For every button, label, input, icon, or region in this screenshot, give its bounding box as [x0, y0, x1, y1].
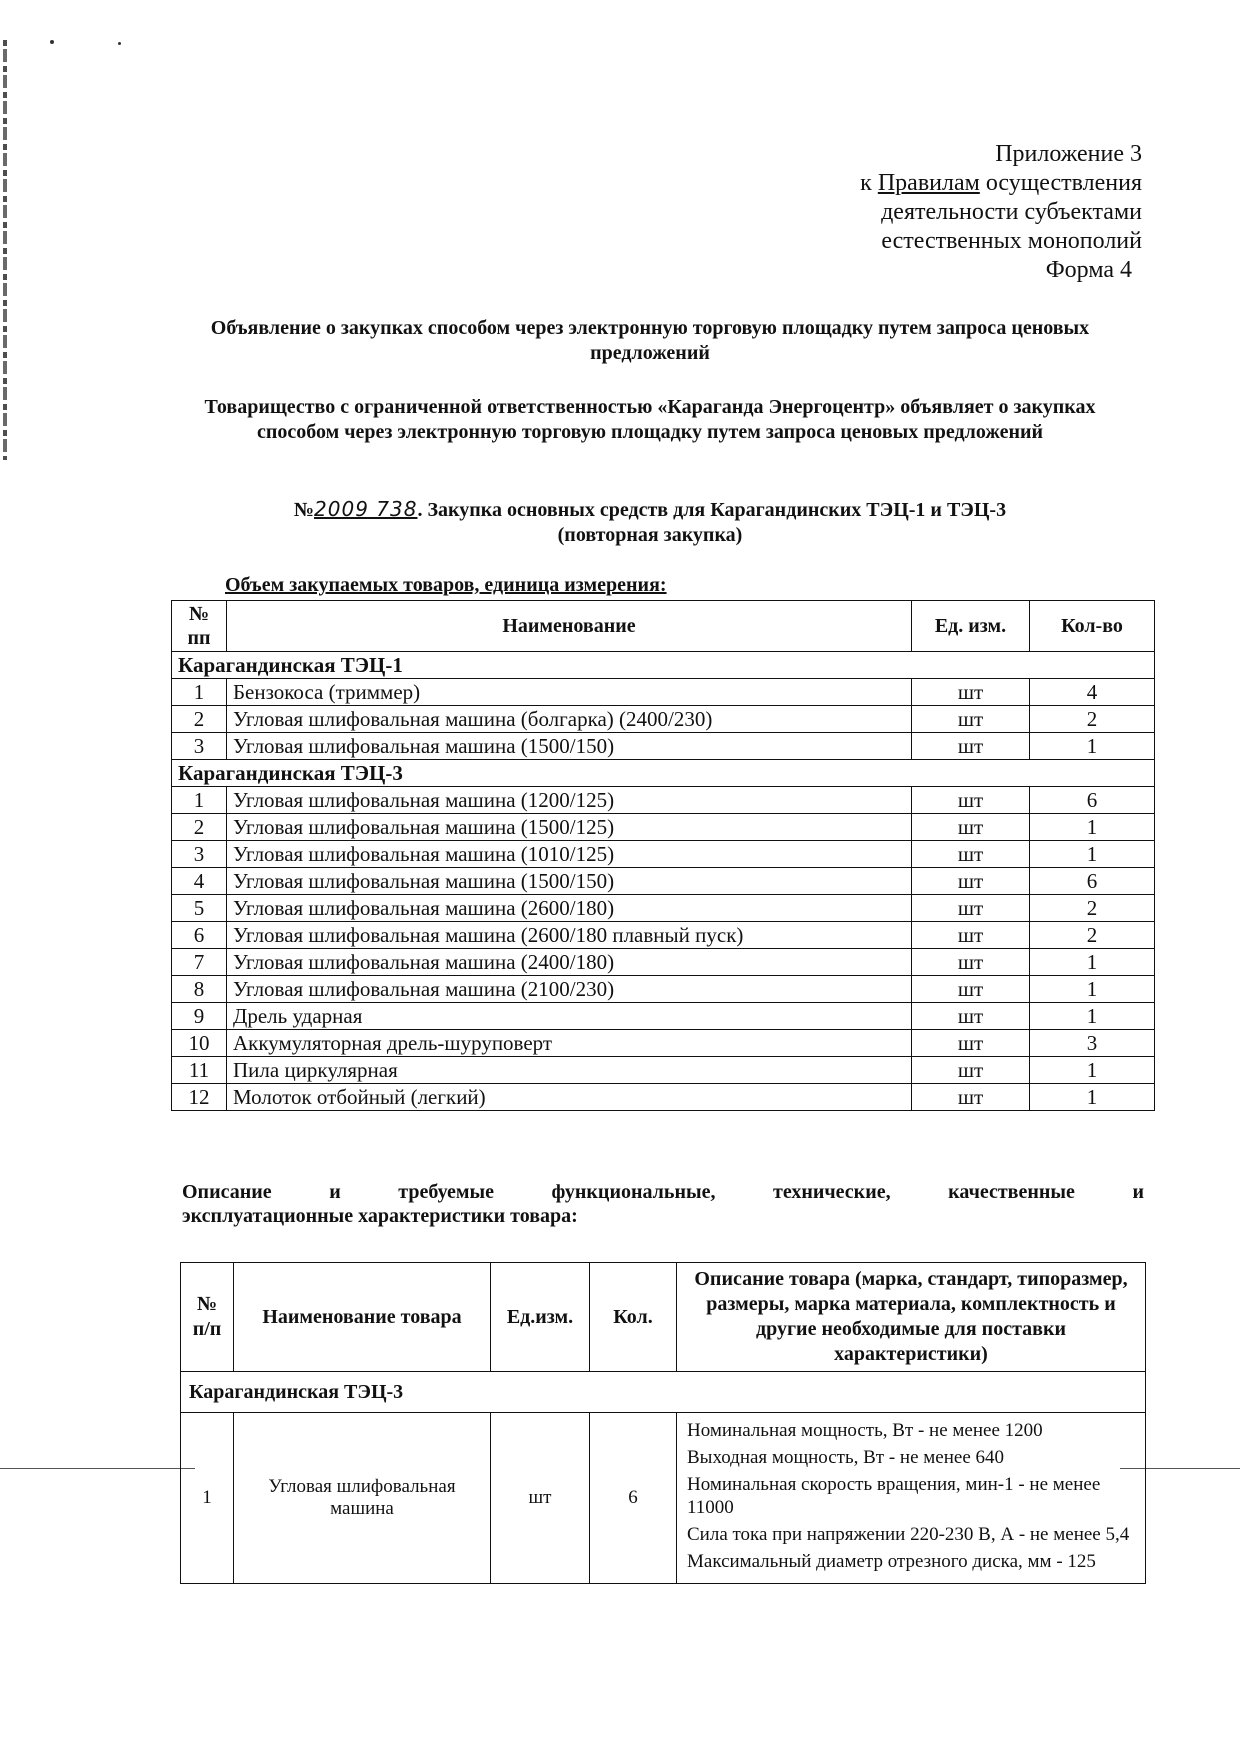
- spec-line: Максимальный диаметр отрезного диска, мм - 125: [687, 1551, 1096, 1572]
- header-num: № пп: [172, 601, 227, 652]
- items-table-header: [172, 601, 1155, 652]
- row-unit: шт: [912, 814, 1030, 841]
- table-row: [172, 1057, 1155, 1084]
- description-caption: Описание и требуемые функциональные, технические, качественные и: [182, 1181, 1144, 1203]
- row-num: 10: [172, 1030, 227, 1057]
- row-num: 5: [172, 895, 227, 922]
- row-unit: шт: [912, 787, 1030, 814]
- row-unit: шт: [912, 1057, 1030, 1084]
- row-qty: 2: [1030, 922, 1155, 949]
- group-name: Карагандинская ТЭЦ-3: [172, 760, 1155, 787]
- table-row: [172, 1003, 1155, 1030]
- row-num: 4: [172, 868, 227, 895]
- table-row: [172, 949, 1155, 976]
- desc-table-row: [181, 1413, 1146, 1584]
- desc-header-unit: Ед.изм.: [491, 1263, 590, 1372]
- row-num: 3: [172, 841, 227, 868]
- spec-line: Сила тока при напряжении 220-230 В, А - не менее 5,4: [687, 1524, 1130, 1545]
- desc-row-name: Угловая шлифовальная машина: [234, 1413, 491, 1584]
- spec-line: Номинальная мощность, Вт - не менее 1200: [687, 1420, 1043, 1441]
- scan-speck: [50, 40, 54, 44]
- table-row: [172, 841, 1155, 868]
- row-qty: 1: [1030, 949, 1155, 976]
- row-qty: 4: [1030, 679, 1155, 706]
- appendix-suffix: осуществления: [979, 170, 1142, 196]
- row-unit: шт: [912, 1030, 1030, 1057]
- row-unit: шт: [912, 1084, 1030, 1111]
- row-qty: 1: [1030, 841, 1155, 868]
- desc-row-unit: шт: [491, 1413, 590, 1584]
- document-heading: Объявление о закупках способом через электронную торговую площадку путем запроса ценовых предложений: [210, 317, 1090, 364]
- table-row: [172, 922, 1155, 949]
- scan-speck: [118, 42, 121, 45]
- table-row: [172, 868, 1155, 895]
- row-unit: шт: [912, 922, 1030, 949]
- appendix-line: естественных монополий: [881, 228, 1142, 254]
- row-qty: 2: [1030, 706, 1155, 733]
- items-table: [171, 600, 1155, 1111]
- row-name: Угловая шлифовальная машина (2600/180 плавный пуск): [227, 922, 912, 949]
- table-row: [172, 706, 1155, 733]
- description-table: [180, 1262, 1146, 1584]
- spec-line: Номинальная скорость вращения, мин-1 - не менее 11000: [687, 1474, 1101, 1518]
- row-num: 12: [172, 1084, 227, 1111]
- row-unit: шт: [912, 895, 1030, 922]
- desc-header-num: № п/п: [181, 1263, 234, 1372]
- row-num: 2: [172, 706, 227, 733]
- scan-line-artifact: [0, 1468, 195, 1469]
- desc-header-name: Наименование товара: [234, 1263, 491, 1372]
- row-qty: 6: [1030, 787, 1155, 814]
- row-qty: 1: [1030, 1057, 1155, 1084]
- description-table-header: [181, 1263, 1146, 1372]
- desc-row-num: 1: [181, 1413, 234, 1584]
- appendix-line: [860, 169, 1142, 198]
- row-name: Угловая шлифовальная машина (1500/150): [227, 733, 912, 760]
- spec-line: Выходная мощность, Вт - не менее 640: [687, 1447, 1005, 1468]
- row-unit: шт: [912, 733, 1030, 760]
- table-row: [172, 895, 1155, 922]
- table-row: [172, 1084, 1155, 1111]
- row-num: 3: [172, 733, 227, 760]
- volume-caption: Объем закупаемых товаров, единица измерения:: [225, 574, 667, 596]
- row-name: Пила циркулярная: [227, 1057, 912, 1084]
- row-name: Угловая шлифовальная машина (1010/125): [227, 841, 912, 868]
- row-name: Угловая шлифовальная машина (1200/125): [227, 787, 912, 814]
- row-unit: шт: [912, 868, 1030, 895]
- description-caption-cont: эксплуатационные характеристики товара:: [182, 1205, 578, 1227]
- header-name: Наименование: [227, 601, 912, 652]
- row-unit: шт: [912, 1003, 1030, 1030]
- lot-number: 2009 738: [314, 497, 418, 521]
- row-qty: 1: [1030, 733, 1155, 760]
- row-qty: 1: [1030, 976, 1155, 1003]
- row-unit: шт: [912, 949, 1030, 976]
- row-num: 8: [172, 976, 227, 1003]
- row-unit: шт: [912, 706, 1030, 733]
- table-row: [172, 679, 1155, 706]
- lot-title: [170, 497, 1130, 548]
- row-num: 1: [172, 679, 227, 706]
- row-name: Угловая шлифовальная машина (болгарка) (2400/230): [227, 706, 912, 733]
- desc-group-name: Карагандинская ТЭЦ-3: [181, 1372, 1146, 1413]
- desc-header-qty: Кол.: [590, 1263, 677, 1372]
- lot-title-text: . Закупка основных средств для Карагандинских ТЭЦ-1 и ТЭЦ-3: [417, 499, 1007, 521]
- lot-subtitle: (повторная закупка): [557, 524, 743, 546]
- row-num: 1: [172, 787, 227, 814]
- desc-row-qty: 6: [590, 1413, 677, 1584]
- row-num: 6: [172, 922, 227, 949]
- row-num: 2: [172, 814, 227, 841]
- appendix-block: [860, 140, 1142, 285]
- desc-group-row: [181, 1372, 1146, 1413]
- row-name: Аккумуляторная дрель-шуруповерт: [227, 1030, 912, 1057]
- appendix-prefix: к: [860, 170, 878, 196]
- table-row: [172, 1030, 1155, 1057]
- row-qty: 1: [1030, 1084, 1155, 1111]
- desc-row-specs: [677, 1413, 1146, 1584]
- group-row: [172, 760, 1155, 787]
- table-row: [172, 814, 1155, 841]
- row-qty: 1: [1030, 1003, 1155, 1030]
- row-name: Угловая шлифовальная машина (1500/150): [227, 868, 912, 895]
- row-unit: шт: [912, 679, 1030, 706]
- row-unit: шт: [912, 976, 1030, 1003]
- items-table-body: [172, 652, 1155, 1111]
- row-name: Угловая шлифовальная машина (2600/180): [227, 895, 912, 922]
- form-number: Форма 4: [1045, 257, 1132, 283]
- row-qty: 6: [1030, 868, 1155, 895]
- appendix-line: деятельности субъектами: [881, 199, 1142, 225]
- row-num: 11: [172, 1057, 227, 1084]
- scan-edge-artifact: [3, 40, 7, 460]
- header-unit: Ед. изм.: [912, 601, 1030, 652]
- table-row: [172, 787, 1155, 814]
- row-qty: 1: [1030, 814, 1155, 841]
- row-name: Дрель ударная: [227, 1003, 912, 1030]
- row-qty: 2: [1030, 895, 1155, 922]
- row-num: 9: [172, 1003, 227, 1030]
- table-row: [172, 976, 1155, 1003]
- row-unit: шт: [912, 841, 1030, 868]
- desc-header-description: Описание товара (марка, стандарт, типоразмер, размеры, марка материала, комплектность и другие необходимые для поставки характеристики): [677, 1263, 1146, 1372]
- row-name: Угловая шлифовальная машина (2100/230): [227, 976, 912, 1003]
- appendix-line: Приложение 3: [995, 141, 1142, 167]
- row-name: Молоток отбойный (легкий): [227, 1084, 912, 1111]
- row-name: Угловая шлифовальная машина (1500/125): [227, 814, 912, 841]
- group-name: Карагандинская ТЭЦ-1: [172, 652, 1155, 679]
- lot-number-prefix: №: [293, 499, 315, 521]
- row-name: Бензокоса (триммер): [227, 679, 912, 706]
- rules-link[interactable]: Правилам: [877, 170, 980, 196]
- table-row: [172, 733, 1155, 760]
- header-qty: Кол-во: [1030, 601, 1155, 652]
- row-qty: 3: [1030, 1030, 1155, 1057]
- group-row: [172, 652, 1155, 679]
- row-name: Угловая шлифовальная машина (2400/180): [227, 949, 912, 976]
- announcement-text: Товарищество с ограниченной ответственностью «Караганда Энергоцентр» объявляет о закупках способом через электронную торговую площадку путем запроса ценовых предложений: [204, 396, 1096, 443]
- row-num: 7: [172, 949, 227, 976]
